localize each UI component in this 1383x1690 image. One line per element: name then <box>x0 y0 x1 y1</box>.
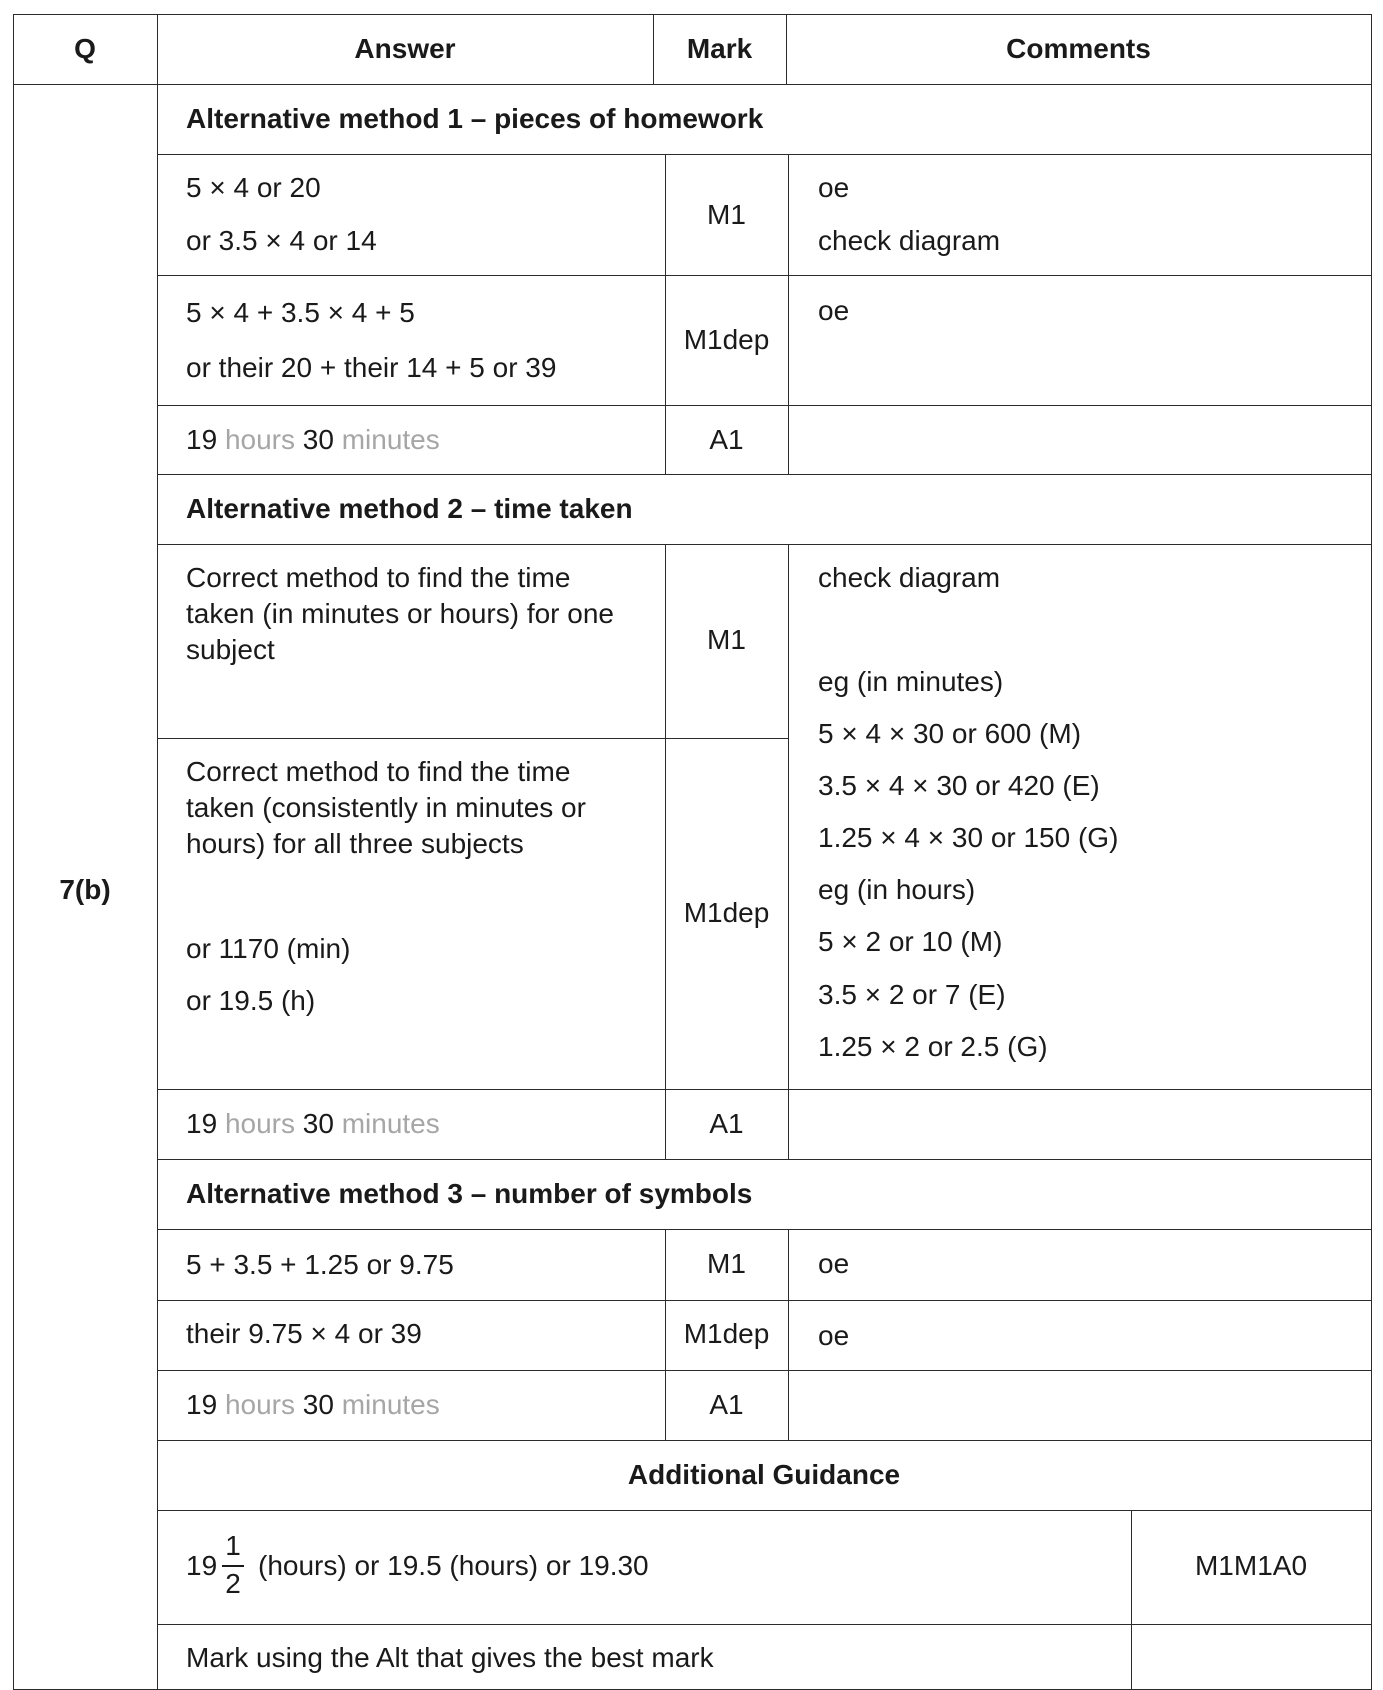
rule <box>788 1229 789 1440</box>
alt2-row2-answer-line5: or 19.5 (h) <box>186 985 316 1016</box>
alt3-row2-answer: their 9.75 × 4 or 39 <box>186 1318 422 1349</box>
alt2-comment3: 5 × 4 × 30 or 600 (M) <box>818 718 1082 749</box>
fraction-denominator: 2 <box>225 1568 241 1599</box>
answer-hours-value: 19 <box>186 1108 218 1139</box>
rule <box>13 14 14 1690</box>
answer-minutes-unit: minutes <box>341 424 440 455</box>
alt3-row1-answer: 5 + 3.5 + 1.25 or 9.75 <box>186 1249 454 1280</box>
rule <box>13 84 1372 85</box>
rule <box>157 405 1372 406</box>
alt2-row2-answer-line4: or 1170 (min) <box>186 933 351 964</box>
alt3-row1-comment: oe <box>818 1248 850 1279</box>
alt1-row2-answer-line2: or their 20 + their 14 + 5 or 39 <box>186 352 557 383</box>
rule <box>157 738 789 739</box>
guidance-row1-text: (hours) or 19.5 (hours) or 19.30 <box>258 1550 649 1581</box>
alt3-row2-mark: M1dep <box>683 1318 770 1349</box>
fraction-numerator: 1 <box>225 1530 241 1561</box>
alt3-title: Alternative method 3 – number of symbols <box>186 1178 753 1209</box>
alt1-row1-answer-line1: 5 × 4 or 20 <box>186 172 321 203</box>
header-q: Q <box>74 33 96 64</box>
rule <box>157 154 1372 155</box>
alt1-row2-mark: M1dep <box>683 324 770 355</box>
alt2-comment2: eg (in minutes) <box>818 666 1004 697</box>
alt2-comment4: 3.5 × 4 × 30 or 420 (E) <box>818 770 1100 801</box>
alt2-comment8: 3.5 × 2 or 7 (E) <box>818 979 1006 1010</box>
answer-minutes-unit: minutes <box>341 1108 440 1139</box>
alt3-row3-mark: A1 <box>709 1389 744 1420</box>
alt1-row1-comment2: check diagram <box>818 225 1001 256</box>
alt3-row2-comment: oe <box>818 1320 850 1351</box>
rule <box>157 544 1372 545</box>
rule <box>157 1510 1372 1511</box>
alt2-comment6: eg (in hours) <box>818 874 976 905</box>
rule <box>788 154 789 474</box>
answer-minutes-value: 30 <box>302 1108 334 1139</box>
alt2-comment7: 5 × 2 or 10 (M) <box>818 926 1003 957</box>
alt2-row2-mark: M1dep <box>683 897 770 928</box>
alt1-title: Alternative method 1 – pieces of homework <box>186 103 764 134</box>
alt2-row1-mark: M1 <box>707 624 746 655</box>
alt2-comment1: check diagram <box>818 562 1001 593</box>
guidance-title: Additional Guidance <box>627 1459 901 1490</box>
rule <box>157 14 158 1690</box>
alt1-row1-comment1: oe <box>818 172 850 203</box>
rule <box>157 1159 1372 1160</box>
alt1-row3-answer <box>186 423 440 457</box>
header-comments: Comments <box>1006 33 1151 64</box>
rule <box>157 1370 1372 1371</box>
header-mark: Mark <box>686 33 753 64</box>
rule <box>788 544 789 1159</box>
alt2-title: Alternative method 2 – time taken <box>186 493 633 524</box>
answer-hours-value: 19 <box>186 424 218 455</box>
alt3-row1-mark: M1 <box>707 1248 746 1279</box>
guidance-row2-text: Mark using the Alt that gives the best mark <box>186 1642 714 1673</box>
alt2-comment9: 1.25 × 2 or 2.5 (G) <box>818 1031 1048 1062</box>
answer-hours-unit: hours <box>224 1389 295 1420</box>
answer-hours-unit: hours <box>224 1108 295 1139</box>
rule <box>13 14 1372 15</box>
rule <box>1131 1510 1132 1690</box>
alt2-row2-answer-line1: Correct method to find the time <box>186 756 571 787</box>
alt2-comment5: 1.25 × 4 × 30 or 150 (G) <box>818 822 1119 853</box>
question-number: 7(b) <box>59 874 111 905</box>
answer-minutes-value: 30 <box>302 424 334 455</box>
alt1-row3-mark: A1 <box>709 424 744 455</box>
rule <box>1371 14 1372 1690</box>
alt1-row1-answer-line2: or 3.5 × 4 or 14 <box>186 225 377 256</box>
mixed-number-whole: 19 <box>186 1550 218 1581</box>
answer-hours-value: 19 <box>186 1389 218 1420</box>
rule <box>157 474 1372 475</box>
rule <box>157 1440 1372 1441</box>
alt2-row1-answer-line2: taken (in minutes or hours) for one <box>186 598 614 629</box>
rule <box>157 1300 1372 1301</box>
rule <box>157 1624 1372 1625</box>
alt2-row3-answer <box>186 1107 440 1141</box>
fraction-bar <box>222 1565 244 1567</box>
alt2-row1-answer-line3: subject <box>186 634 275 665</box>
answer-minutes-unit: minutes <box>341 1389 440 1420</box>
guidance-row1-mark: M1M1A0 <box>1194 1550 1308 1581</box>
rule <box>157 1229 1372 1230</box>
alt1-row2-comment: oe <box>818 295 850 326</box>
alt2-row2-answer-line2: taken (consistently in minutes or <box>186 792 586 823</box>
rule <box>157 1089 1372 1090</box>
header-answer: Answer <box>354 33 456 64</box>
alt2-row3-mark: A1 <box>709 1108 744 1139</box>
answer-minutes-value: 30 <box>302 1389 334 1420</box>
answer-hours-unit: hours <box>224 424 295 455</box>
alt3-row3-answer <box>186 1388 440 1422</box>
alt1-row1-mark: M1 <box>707 199 746 230</box>
alt2-row2-answer-line3: hours) for all three subjects <box>186 828 524 859</box>
alt2-row1-answer-line1: Correct method to find the time <box>186 562 571 593</box>
alt1-row2-answer-line1: 5 × 4 + 3.5 × 4 + 5 <box>186 297 415 328</box>
rule <box>157 275 1372 276</box>
